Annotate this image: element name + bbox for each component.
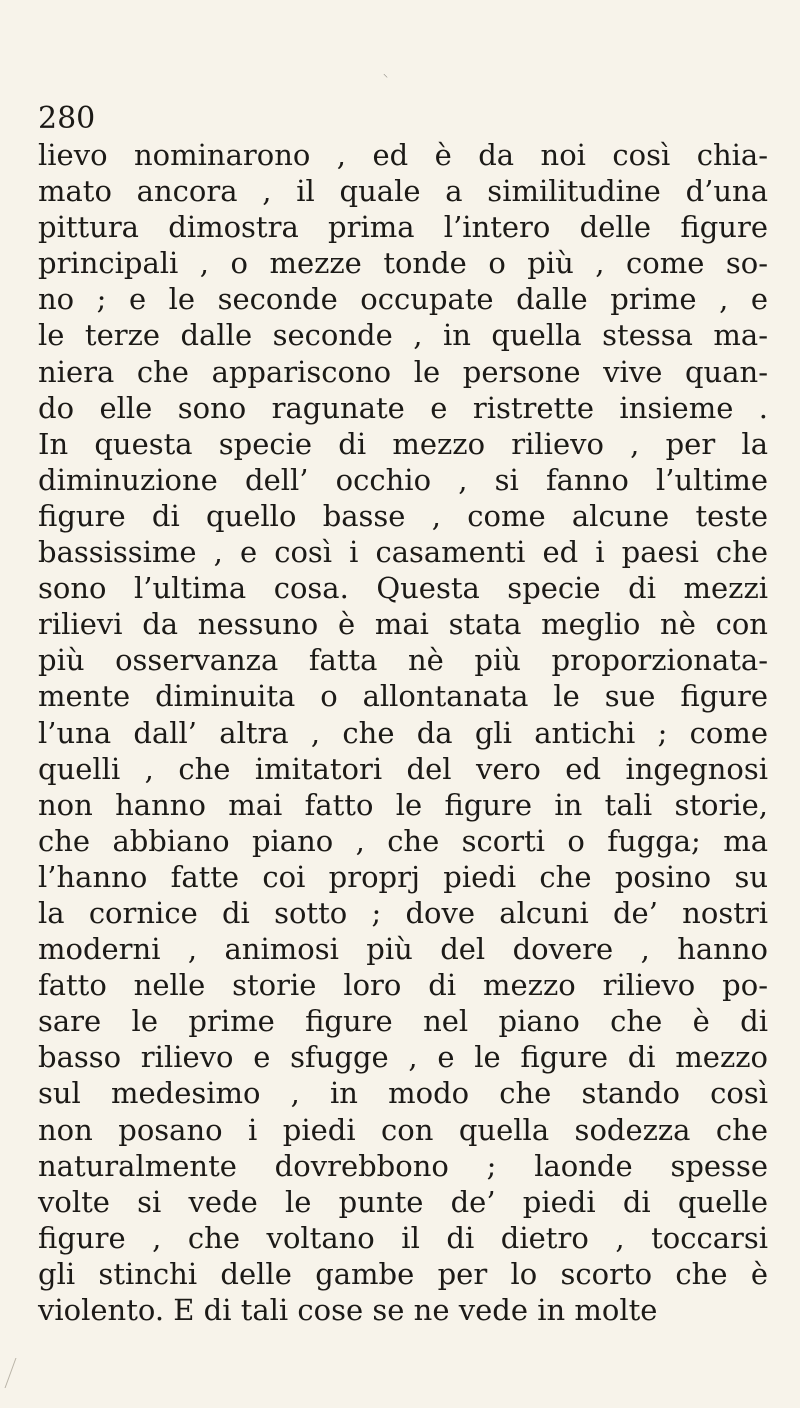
text-line: mato ancora , il quale a similitudine d’una [38,174,768,209]
text-line: mente diminuita o allontanata le sue figure [38,679,768,714]
text-line: che abbiano piano , che scorti o fugga; ma [38,823,768,858]
paper-speck-mark: ⸌ [383,73,388,84]
text-line: più osservanza fatta nè più proporzionata- [38,643,768,678]
text-line: no ; e le seconde occupate dalle prime , e [38,282,768,317]
text-line: pittura dimostra prima l’intero delle figure [38,210,768,245]
text-line: do elle sono ragunate e ristrette insieme . [38,390,768,425]
text-line: fatto nelle storie loro di mezzo rilievo po- [38,968,768,1003]
text-line: volte si vede le punte de’ piedi di quelle [38,1184,768,1219]
text-line: violento. E di tali cose se ne vede in molte [38,1293,658,1327]
text-line: principali , o mezze tonde o più , come so- [38,246,768,281]
text-line: basso rilievo e sfugge , e le figure di mezzo [38,1040,768,1075]
text-line: la cornice di sotto ; dove alcuni de’ nostri [38,895,768,930]
text-line: le terze dalle seconde , in quella stessa ma- [38,318,768,353]
text-line: figure , che voltano il di dietro , toccarsi [38,1220,768,1255]
page-number: 280 [38,101,96,136]
text-line: lievo nominarono , ed è da noi così chia- [38,138,768,172]
text-line: l’hanno fatte coi proprj piedi che posino su [38,859,768,894]
text-line: rilievi da nessuno è mai stata meglio nè con [38,607,768,642]
text-line: In questa specie di mezzo rilievo , per la [38,426,768,461]
text-line: bassissime , e così i casamenti ed i paesi che [38,535,768,570]
text-line: figure di quello basse , come alcune teste [38,498,768,533]
text-line: sare le prime figure nel piano che è di [38,1004,768,1039]
text-line: quelli , che imitatori del vero ed ingegnosi [38,751,768,786]
text-line: diminuzione dell’ occhio , si fanno l’ultime [38,462,768,497]
text-line: naturalmente dovrebbono ; laonde spesse [38,1148,768,1183]
text-line: non posano i piedi con quella sodezza che [38,1112,768,1147]
text-line: non hanno mai fatto le figure in tali storie, [38,787,768,822]
margin-mark [5,1358,23,1388]
text-line: l’una dall’ altra , che da gli antichi ; come [38,715,768,750]
text-line: sono l’ultima cosa. Questa specie di mezzi [38,571,768,606]
text-line: sul medesimo , in modo che stando così [38,1076,768,1111]
text-line: moderni , animosi più del dovere , hanno [38,932,768,967]
body-text [38,137,768,1328]
text-line: niera che appariscono le persone vive quan- [38,354,768,389]
text-line: gli stinchi delle gambe per lo scorto che è [38,1256,768,1291]
